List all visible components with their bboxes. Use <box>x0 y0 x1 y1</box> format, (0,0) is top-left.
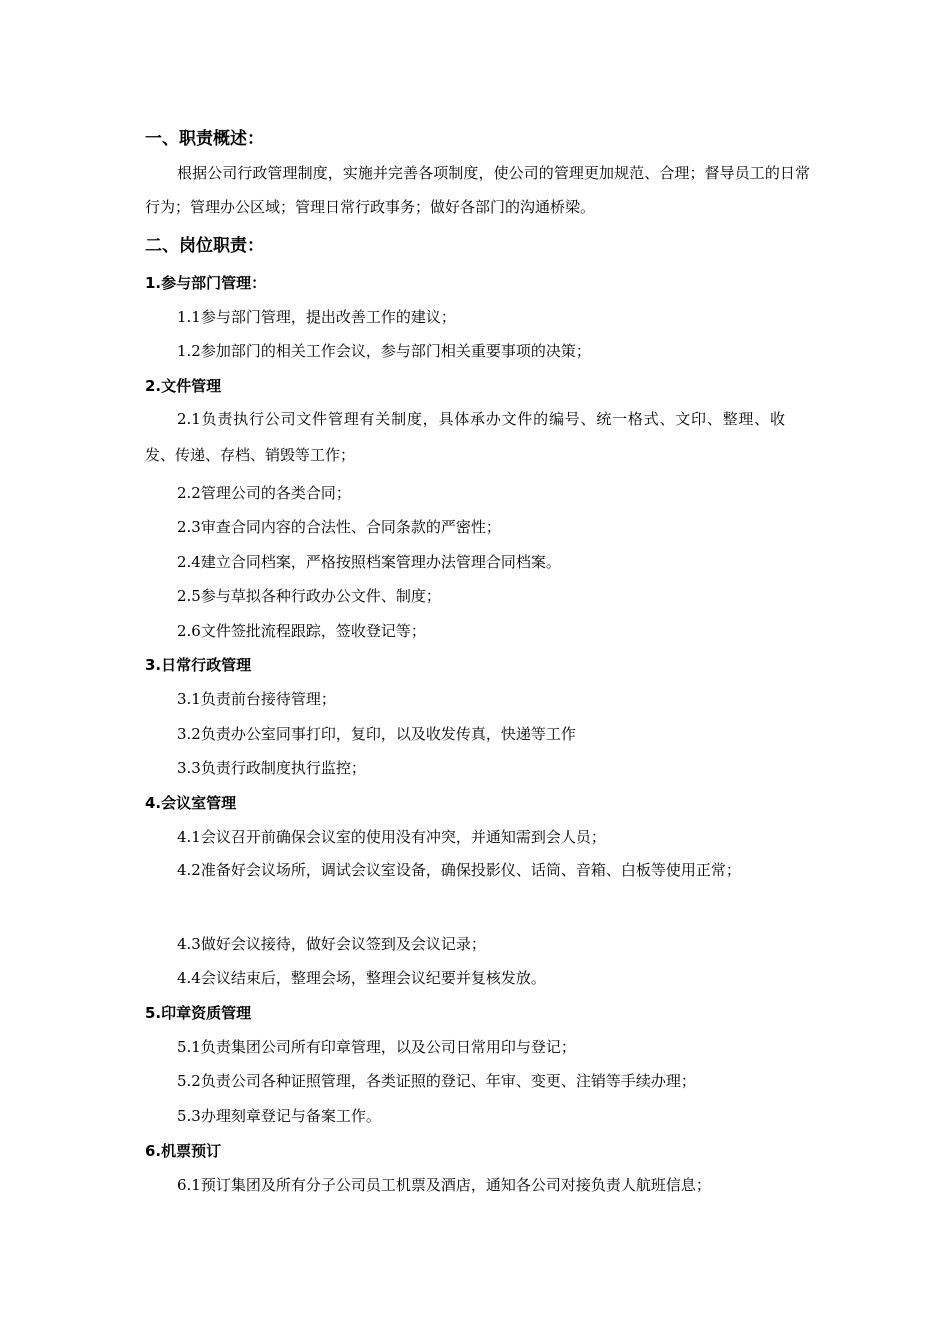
list-item: 6.1预订集团及所有分子公司员工机票及酒店，通知各公司对接负责人航班信息； <box>177 1176 711 1194</box>
list-item: 3.2负责办公室同事打印，复印，以及收发传真，快递等工作 <box>177 725 576 743</box>
overview-paragraph: 根据公司行政管理制度，实施并完善各项制度，使公司的管理更加规范、合理；督导员工的日常行为；管理办公区域；管理日常行政事务；做好各部门的沟通桥梁。 <box>145 164 810 216</box>
list-item: 4.1会议召开前确保会议室的使用没有冲突，并通知需到会人员； <box>177 828 606 846</box>
group-heading-seal-management: 5.印章资质管理 <box>145 1004 252 1022</box>
list-item: 4.4会议结束后，整理会场，整理会议纪要并复核发放。 <box>177 969 546 987</box>
group-heading-dept-management: 1.参与部门管理： <box>145 274 267 292</box>
list-item: 1.2参加部门的相关工作会议，参与部门相关重要事项的决策； <box>177 342 591 360</box>
list-item: 2.1负责执行公司文件管理有关制度，具体承办文件的编号、统一格式、文印、整理、收发、传递、存档、销毁等工作； <box>145 410 785 464</box>
list-item: 5.3办理刻章登记与备案工作。 <box>177 1107 381 1125</box>
group-heading-document-management: 2.文件管理 <box>145 377 222 395</box>
list-item: 3.1负责前台接待管理； <box>177 690 336 708</box>
list-item: 2.5参与草拟各种行政办公文件、制度； <box>177 587 441 605</box>
list-item: 2.3审查合同内容的合法性、合同条款的严密性； <box>177 518 501 536</box>
group-heading-daily-admin: 3.日常行政管理 <box>145 656 252 674</box>
list-item: 3.3负责行政制度执行监控； <box>177 759 366 777</box>
list-item: 5.1负责集团公司所有印章管理，以及公司日常用印与登记； <box>177 1038 576 1056</box>
list-item: 1.1参与部门管理，提出改善工作的建议； <box>177 308 456 326</box>
list-item: 5.2负责公司各种证照管理，各类证照的登记、年审、变更、注销等手续办理； <box>177 1072 696 1090</box>
list-item: 4.3做好会议接待，做好会议签到及会议记录； <box>177 935 486 953</box>
group-heading-ticket-booking: 6.机票预订 <box>145 1142 222 1160</box>
list-item: 4.2准备好会议场所，调试会议室设备，确保投影仪、话筒、音箱、白板等使用正常； <box>177 861 741 879</box>
list-item: 2.6文件签批流程跟踪，签收登记等； <box>177 622 426 640</box>
list-item: 2.2管理公司的各类合同； <box>177 484 351 502</box>
section-heading-overview: 一、职责概述： <box>145 129 264 149</box>
group-heading-meeting-room: 4.会议室管理 <box>145 794 237 812</box>
section-heading-duties: 二、岗位职责： <box>145 236 264 256</box>
list-item: 2.4建立合同档案，严格按照档案管理办法管理合同档案。 <box>177 553 561 571</box>
